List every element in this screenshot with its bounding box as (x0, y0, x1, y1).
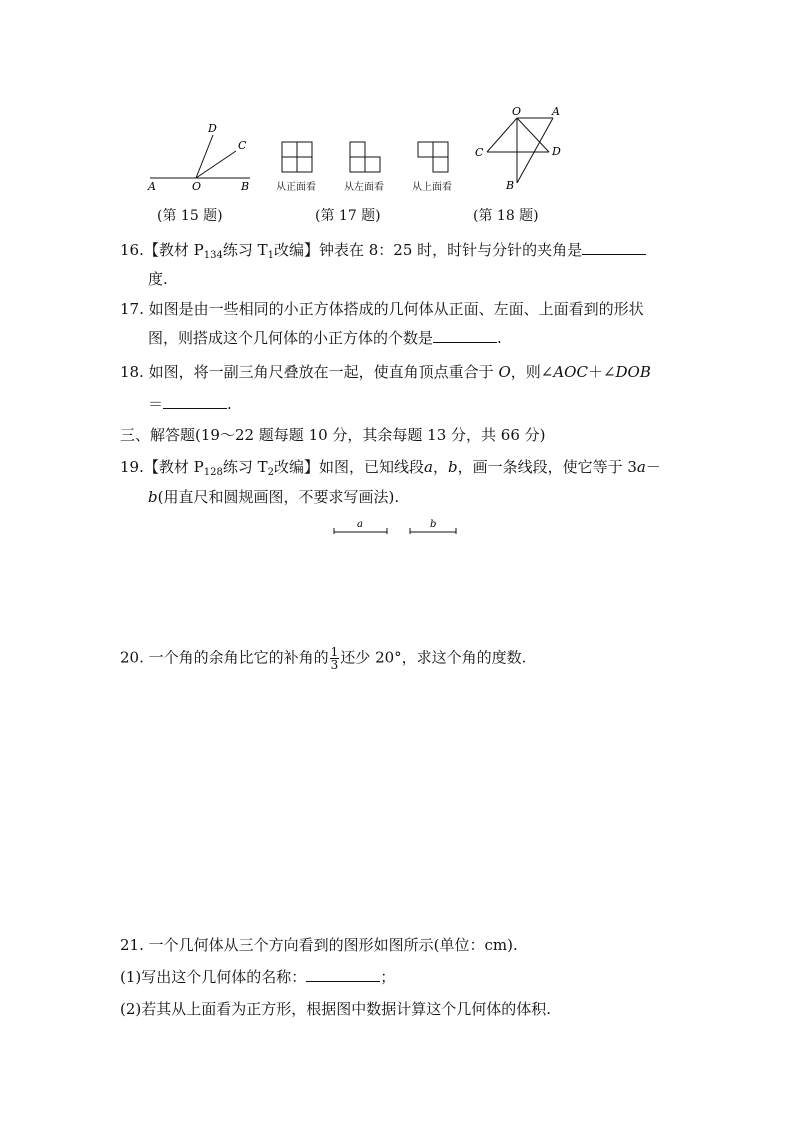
question-16-line2: 度. (148, 270, 168, 288)
segments-figure (330, 516, 460, 538)
figure-18 (470, 103, 580, 195)
question-19-line2: b(用直尺和圆规画图，不要求写画法). (148, 488, 400, 506)
question-18: 18. 如图，将一副三角尺叠放在一起，使直角顶点重合于 O，则∠AOC＋∠DOB (120, 363, 651, 381)
label-b: B (506, 179, 515, 192)
fig18-caption: (第 18 题) (473, 208, 539, 224)
fig17-caption: (第 17 题) (315, 208, 381, 224)
front-view (281, 141, 315, 175)
question-21: 21. 一个几何体从三个方向看到的图形如图所示(单位：cm). (120, 936, 518, 954)
answer-blank[interactable] (163, 394, 227, 409)
section-3-heading: 三、解答题(19～22 题每题 10 分，其余每题 13 分，共 66 分) (120, 426, 546, 444)
label-a: A (552, 105, 560, 118)
label-a: A (148, 180, 156, 193)
question-21-part1: (1)写出这个几何体的名称： ； (120, 968, 396, 986)
top-view-label: 从上面看 (412, 182, 452, 193)
label-o: O (192, 180, 202, 193)
question-20: 20. 一个角的余角比它的补角的 $\frac{1}{3}$ 还少 20°，求这个角的度数. (120, 645, 527, 672)
segment-a-label: a (357, 519, 363, 530)
question-number: 16. (120, 241, 144, 259)
ray-oc (196, 151, 236, 178)
label-d: D (552, 145, 561, 158)
question-18-line2: ＝ . (148, 395, 232, 413)
left-view-label: 从左面看 (344, 182, 384, 193)
label-c: C (475, 146, 484, 159)
segment-b-label: b (430, 519, 437, 530)
figure-15 (140, 115, 260, 195)
fig15-caption: (第 15 题) (157, 208, 223, 224)
left-view (349, 141, 383, 175)
question-17: 17. 如图是由一些相同的小正方体搭成的几何体从正面、左面、上面看到的形状 (120, 300, 644, 318)
question-21-part2: (2)若其从上面看为正方形，根据图中数据计算这个几何体的体积. (120, 1000, 552, 1018)
label-d: D (208, 122, 217, 135)
label-o: O (512, 105, 522, 118)
top-view (417, 141, 451, 175)
label-b: B (241, 180, 250, 193)
ray-od (196, 135, 213, 178)
answer-blank[interactable] (433, 328, 497, 343)
answer-blank[interactable] (306, 967, 380, 982)
label-c: C (238, 139, 247, 152)
question-17-line2: 图，则搭成这个几何体的小正方体的个数是 . (148, 329, 502, 347)
front-view-label: 从正面看 (276, 182, 316, 193)
question-19: 19.【教材 $P_{128}$练习 $T_2$改编】如图，已知线段a，b，画一条线段，使它等于 3a－ (120, 458, 661, 478)
answer-blank[interactable] (582, 240, 646, 255)
question-16: 16.【教材 $P_{134}$练习 $T_1$改编】钟表在 8：25 时，时针与分针的夹角是 (120, 239, 646, 267)
fraction-one-third: $\frac{1}{3}$ (330, 645, 339, 672)
